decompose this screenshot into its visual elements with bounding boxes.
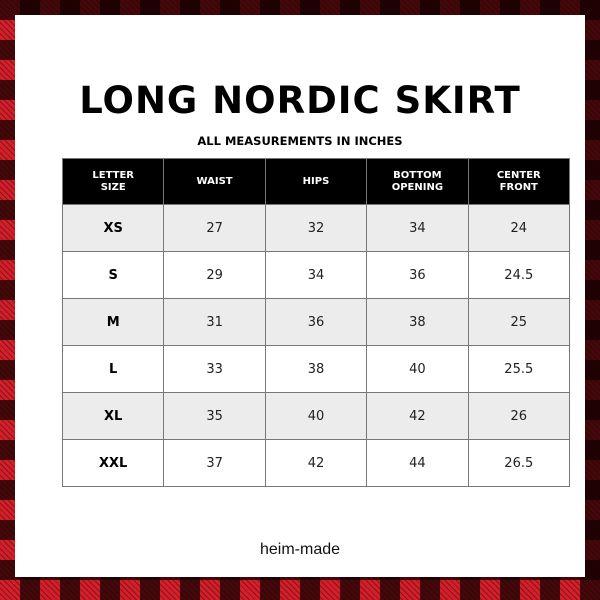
cell-size: M bbox=[63, 299, 164, 346]
header-waist: WAIST bbox=[164, 159, 265, 205]
cell-bottom-opening: 36 bbox=[367, 252, 468, 299]
cell-size: S bbox=[63, 252, 164, 299]
cell-bottom-opening: 34 bbox=[367, 205, 468, 252]
brand-name: heim-made bbox=[259, 541, 341, 558]
cell-size: L bbox=[63, 346, 164, 393]
cell-hips: 36 bbox=[265, 299, 366, 346]
table-row bbox=[63, 252, 570, 299]
cell-center-front: 26 bbox=[468, 393, 569, 440]
cell-bottom-opening: 38 bbox=[367, 299, 468, 346]
cell-hips: 38 bbox=[265, 346, 366, 393]
cell-center-front: 24.5 bbox=[468, 252, 569, 299]
cell-center-front: 24 bbox=[468, 205, 569, 252]
cell-bottom-opening: 40 bbox=[367, 346, 468, 393]
table-row bbox=[63, 299, 570, 346]
size-chart-card bbox=[15, 15, 585, 577]
table-row bbox=[63, 205, 570, 252]
page-subtitle: ALL MEASUREMENTS IN INCHES bbox=[197, 134, 403, 148]
header-hips: HIPS bbox=[265, 159, 366, 205]
cell-hips: 40 bbox=[265, 393, 366, 440]
cell-center-front: 25 bbox=[468, 299, 569, 346]
header-center-front: CENTER FRONT bbox=[468, 159, 569, 205]
page-title: LONG NORDIC SKIRT bbox=[79, 79, 521, 122]
size-table bbox=[62, 158, 570, 487]
cell-waist: 29 bbox=[164, 252, 265, 299]
header-bottom-opening: BOTTOM OPENING bbox=[367, 159, 468, 205]
table-row bbox=[63, 393, 570, 440]
cell-waist: 35 bbox=[164, 393, 265, 440]
cell-center-front: 25.5 bbox=[468, 346, 569, 393]
cell-hips: 34 bbox=[265, 252, 366, 299]
cell-bottom-opening: 42 bbox=[367, 393, 468, 440]
cell-waist: 37 bbox=[164, 440, 265, 487]
header-letter-size: LETTER SIZE bbox=[63, 159, 164, 205]
cell-waist: 27 bbox=[164, 205, 265, 252]
cell-hips: 32 bbox=[265, 205, 366, 252]
table-row bbox=[63, 440, 570, 487]
cell-size: XXL bbox=[63, 440, 164, 487]
cell-bottom-opening: 44 bbox=[367, 440, 468, 487]
cell-center-front: 26.5 bbox=[468, 440, 569, 487]
cell-hips: 42 bbox=[265, 440, 366, 487]
cell-waist: 33 bbox=[164, 346, 265, 393]
cell-size: XL bbox=[63, 393, 164, 440]
table-row bbox=[63, 346, 570, 393]
cell-size: XS bbox=[63, 205, 164, 252]
cell-waist: 31 bbox=[164, 299, 265, 346]
table-header-row bbox=[63, 159, 570, 205]
